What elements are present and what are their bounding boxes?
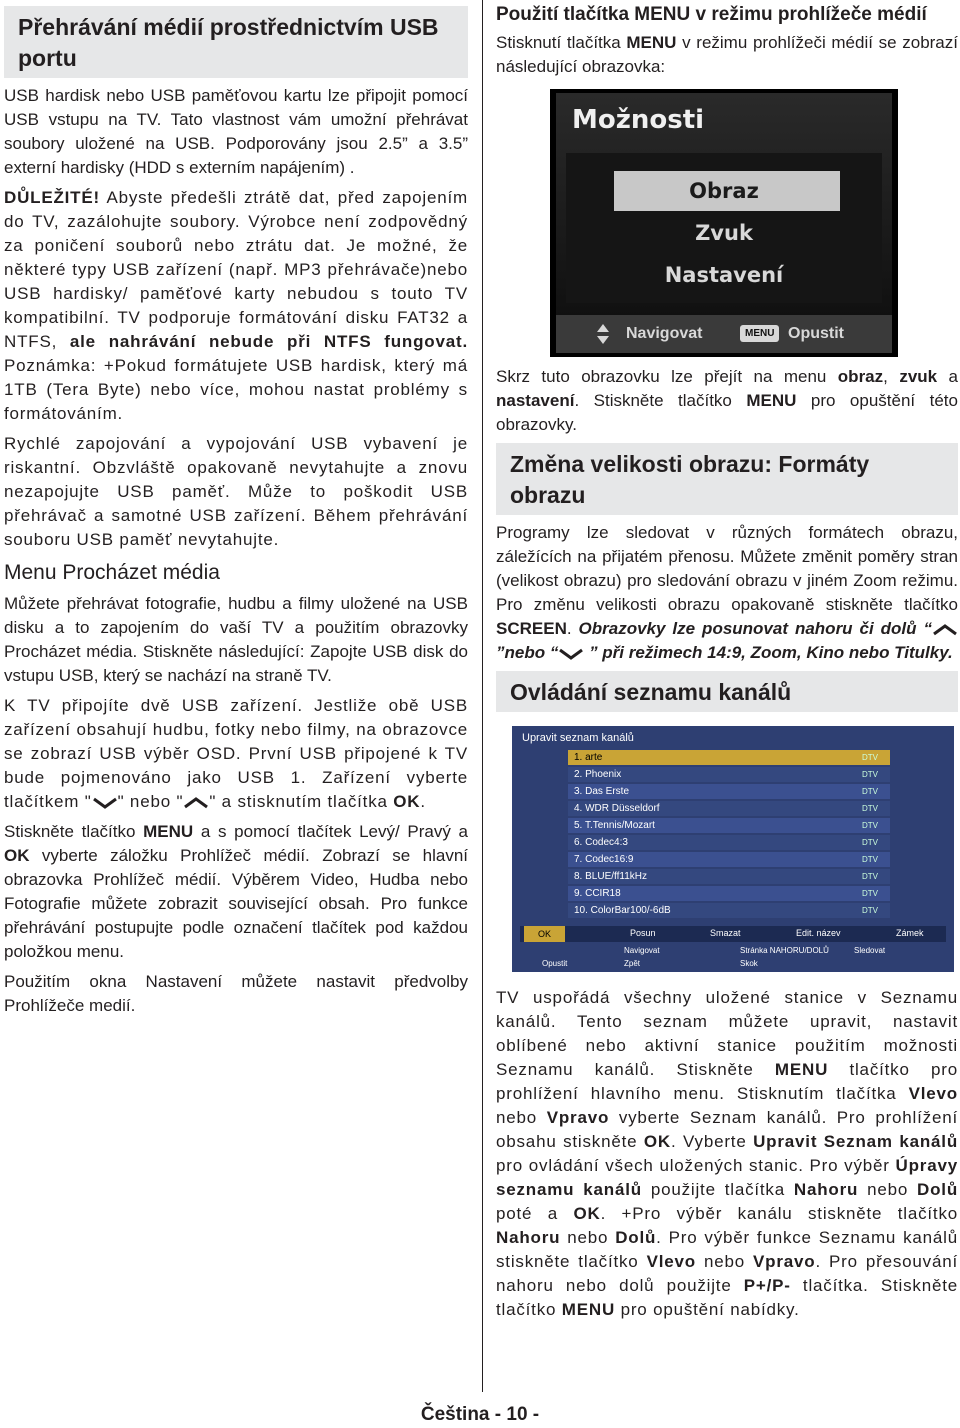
channel-row[interactable]: [568, 801, 890, 816]
channel-row[interactable]: [568, 903, 890, 918]
chevron-down-icon: [558, 647, 584, 661]
channel-name: 9. CCIR18: [574, 888, 621, 899]
channel-name: 3. Das Erste: [574, 786, 630, 797]
channel-tab-lock: Zámek: [896, 928, 924, 938]
section-heading-media-browser: Menu Procházet média: [4, 561, 220, 584]
section-heading-picture-format: Změna velikosti obrazu: Formáty obrazu: [496, 443, 958, 515]
channel-name: 7. Codec16:9: [574, 854, 634, 865]
options-menu-panel: [566, 153, 882, 303]
paragraph-warning: Rychlé zapojování a vypojování USB vybavení je riskantní. Obzvláště opakovaně nevytahujte a znovu nezapojujte USB paměť. Může to poškodit USB přehrávač a samotné USB zařízení. Během přehrávání souboru USB paměť nevytahujte.: [4, 434, 468, 549]
channel-foot-exit: Opustit: [542, 959, 568, 968]
channel-row[interactable]: [568, 886, 890, 901]
channel-name: 2. Phoenix: [574, 769, 622, 780]
options-menu-navigate: Navigovat: [626, 325, 703, 342]
channel-list-tabs: [520, 926, 946, 942]
section-heading-channel-list: Ovládání seznamu kanálů: [496, 671, 958, 712]
menu-badge: MENU: [740, 325, 779, 342]
page-footer: Čeština - 10 -: [420, 1404, 540, 1425]
channel-type-tag: DTV: [862, 906, 878, 915]
channel-list-screenshot: [512, 726, 954, 972]
channel-name: 6. Codec4:3: [574, 837, 628, 848]
paragraph-important: DŮLEŽITÉ! Abyste předešli ztrátě dat, před zapojením do TV, zazálohujte soubory. Výrobce není zodpovědný za poničení souborů nebo ztrátu dat. Je možné, že některé typy USB zařízení (např. MP3 přehrávače)nebo USB hardisky/ paměťové karty nebudou s touto TV kompatibilní. TV podporuje formátování disku FAT32 a NTFS, ale nahrávání nebude při NTFS fungovat. Poznámka: +Pokud formátujete USB hardisk, který má 1TB (Tera Byte) nebo více, mohou nastat problémy s formátováním.: [4, 188, 468, 423]
paragraph-two-usb: K TV připojíte dvě USB zařízení. Jestliže obě USB zařízení obsahují hudbu, fotky nebo filmy, na obrazovce se zobrazí USB výběr OSD. První USB připojené k TV bude pojmenováno jako USB 1. Zařízení vyberte tlačítkem " " nebo " " a stisknutím tlačítka OK.: [4, 696, 468, 811]
section-heading-menu-usage: Použití tlačítka MENU v režimu prohlížeče médií: [496, 4, 927, 25]
section-heading-usb: Přehrávání médií prostřednictvím USB portu: [4, 6, 468, 78]
channel-foot-jump: Skok: [740, 959, 758, 968]
right-column: [496, 0, 958, 1328]
channel-name: 8. BLUE/ff11kHz: [574, 871, 647, 882]
paragraph-usb-intro: USB hardisk nebo USB paměťovou kartu lze připojit pomocí USB vstupu na TV. Tato vlastnost vám umožní přehrávat soubory uložené na USB. Podporovány jsou 2.5” a 3.5” externí hardisky (HDD s externím napájením) .: [4, 86, 468, 177]
options-menu-item-nastaveni: Nastavení: [664, 263, 784, 287]
channel-type-tag: DTV: [862, 804, 878, 813]
chevron-down-icon: [92, 796, 118, 810]
paragraph-menu-press: Stisknutí tlačítka MENU v režimu prohlížeči médií se zobrazí následující obrazovka:: [496, 33, 958, 76]
channel-name: 5. T.Tennis/Mozart: [574, 820, 655, 831]
channel-row[interactable]: [568, 784, 890, 799]
channel-foot-page: Stránka NAHORU/DOLŮ: [740, 946, 829, 955]
options-menu-frame: [556, 93, 892, 353]
channel-tab-move: Posun: [630, 928, 656, 938]
options-menu-item-zvuk: Zvuk: [695, 221, 753, 245]
channel-type-tag: DTV: [862, 787, 878, 796]
channel-row[interactable]: [568, 750, 890, 765]
channel-foot-watch: Sledovat: [854, 946, 886, 955]
options-menu-footer: [556, 315, 892, 353]
paragraph-picture-format: Programy lze sledovat v různých formátech obrazu, záležících na přijatém přenosu. Můžete změnit poměry stran (velikost obrazu) pro sledování obrazu v jiném Zoom režimu. Pro změnu velikosti obrazu opakovaně stiskněte tlačítko SCREEN. Obrazovky lze posunovat nahoru či dolů “”nebo “ ” při režimech 14:9, Zoom, Kino nebo Titulky.: [496, 523, 958, 662]
chevron-up-icon: [932, 623, 958, 637]
channel-row[interactable]: [568, 852, 890, 867]
options-menu-item-obraz: Obraz: [689, 179, 759, 203]
column-divider: [482, 0, 483, 1392]
paragraph-settings: Použitím okna Nastavení můžete nastavit předvolby Prohlížeče medií.: [4, 972, 468, 1015]
channel-foot-back: Zpět: [624, 959, 641, 968]
paragraph-media-browser: Můžete přehrávat fotografie, hudbu a filmy uložené na USB disku a to zapojením do vaší TV a použitím obrazovky Procházet média. Stiskněte následující: Zapojte USB disk do vstupu USB, který se nachází na straně TV.: [4, 594, 468, 685]
channel-foot-navigate: Navigovat: [624, 946, 660, 955]
options-menu-screenshot: [550, 89, 898, 357]
channel-type-tag: DTV: [862, 872, 878, 881]
channel-list-title: Upravit seznam kanálů: [522, 732, 634, 744]
channel-row[interactable]: [568, 767, 890, 782]
channel-type-tag: DTV: [862, 855, 878, 864]
channel-tab-ok: OK: [524, 926, 565, 942]
options-menu-title: Možnosti: [572, 105, 705, 135]
channel-type-tag: DTV: [862, 889, 878, 898]
channel-tab-rename: Edit. název: [796, 928, 841, 938]
channel-row[interactable]: [568, 869, 890, 884]
paragraph-channel-list: TV uspořádá všechny uložené stanice v Seznamu kanálů. Tento seznam můžete upravit, nastavit oblíbené nebo aktivní stanice použitím možnosti Seznamu kanálů. Stiskněte MENU tlačítko pro prohlížení hlavního menu. Stisknutím tlačítka Vlevo nebo Vpravo vyberte Seznam kanálů. Pro prohlížení obsahu stiskněte OK. Vyberte Upravit Seznam kanálů pro ovládání všech uložených stanic. Pro výběr Úpravy seznamu kanálů použijte tlačítka Nahoru nebo Dolů poté a OK. +Pro výběr kanálu stiskněte tlačítko Nahoru nebo Dolů. Pro výběr funkce Seznamu kanálů stiskněte tlačítko Vlevo nebo Vpravo. Pro přesouvání nahoru nebo dolů použijte P+/P- tlačítka. Stiskněte tlačítko MENU pro opuštění nabídky.: [496, 988, 959, 1319]
channel-type-tag: DTV: [862, 838, 878, 847]
channel-row[interactable]: [568, 818, 890, 833]
channel-type-tag: DTV: [862, 770, 878, 779]
channel-row[interactable]: [568, 835, 890, 850]
channel-name: 4. WDR Düsseldorf: [574, 803, 660, 814]
options-menu-exit: Opustit: [788, 325, 844, 342]
up-down-arrows-icon: [596, 323, 610, 345]
left-column: [4, 0, 468, 1024]
channel-type-tag: DTV: [862, 753, 878, 762]
chevron-up-icon: [183, 796, 209, 810]
channel-tab-delete: Smazat: [710, 928, 741, 938]
channel-name: 1. arte: [574, 752, 603, 763]
channel-name: 10. ColorBar100/-6dB: [574, 905, 671, 916]
channel-type-tag: DTV: [862, 821, 878, 830]
paragraph-menu-tab: Stiskněte tlačítko MENU a s pomocí tlačítek Levý/ Pravý a OK vyberte záložku Prohlížeč médií. Zobrazí se hlavní obrazovka Prohlížeč médií. Výběrem Video, Hudba nebo Fotografie můžete zobrazit související obsah. Pro funkce přehrávání postupujte podle označení tlačítek pod každou položkou menu.: [4, 822, 468, 961]
paragraph-menu-screen: Skrz tuto obrazovku lze přejít na menu obraz, zvuk a nastavení. Stiskněte tlačítko MENU pro opuštění této obrazovky.: [496, 367, 958, 434]
